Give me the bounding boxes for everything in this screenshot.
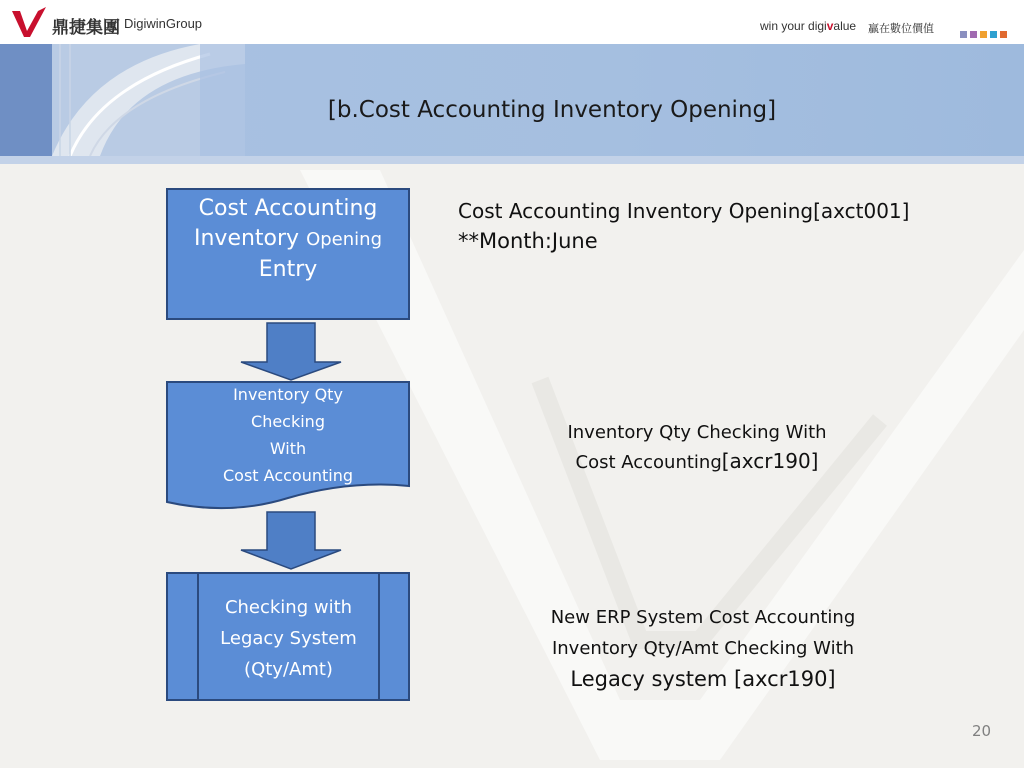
step3-note [490,602,916,695]
step2-note-line2 [500,447,894,477]
tagline-prefix: win your digi [760,19,827,33]
step1-label [167,194,409,285]
step3-line: Legacy System [220,628,357,649]
tagline-chinese: 贏在數位價值 [868,22,934,35]
tagline-suffix: alue [833,19,857,33]
step3-label [198,592,379,685]
step1-note-line1: Cost Accounting Inventory Opening[axct001] [458,199,910,223]
down-arrow-2 [241,512,341,569]
step2-note-cost-accounting: Cost Accounting [575,452,722,473]
step3-note-line2: Inventory Qty/Amt Checking With [551,638,855,659]
step3-line: Checking with [224,597,353,618]
step2-line: Cost Accounting [223,466,353,485]
logo-chinese-text: 鼎捷集團 [52,18,120,38]
step2-note-line1: Inventory Qty Checking With [567,422,827,443]
step2-line: Inventory Qty [233,385,343,404]
slide-title: [b.Cost Accounting Inventory Opening] [327,97,777,123]
step3-note-line3: Legacy system [axcr190] [570,667,836,691]
step2-note [500,418,894,477]
tagline-v: v [826,19,834,33]
step1-line3: Entry [258,257,318,282]
page-number: 20 [972,722,992,740]
step1-line2-opening: Opening [306,229,382,250]
down-arrow-1 [241,323,341,380]
step3-note-line1: New ERP System Cost Accounting [550,607,856,628]
step1-note-line2: **Month:June [458,229,598,253]
step1-line2-inventory: Inventory [194,226,307,251]
step3-line: (Qty/Amt) [244,659,333,680]
step2-line: With [269,439,307,458]
step2-label [167,381,409,489]
step2-note-code: [axcr190] [721,449,819,473]
logo-english-text: DigiwinGroup [124,16,203,31]
step1-line2 [167,224,409,255]
step1-line1: Cost Accounting [198,196,378,221]
step2-line: Checking [251,412,325,431]
step1-note [458,196,1018,256]
